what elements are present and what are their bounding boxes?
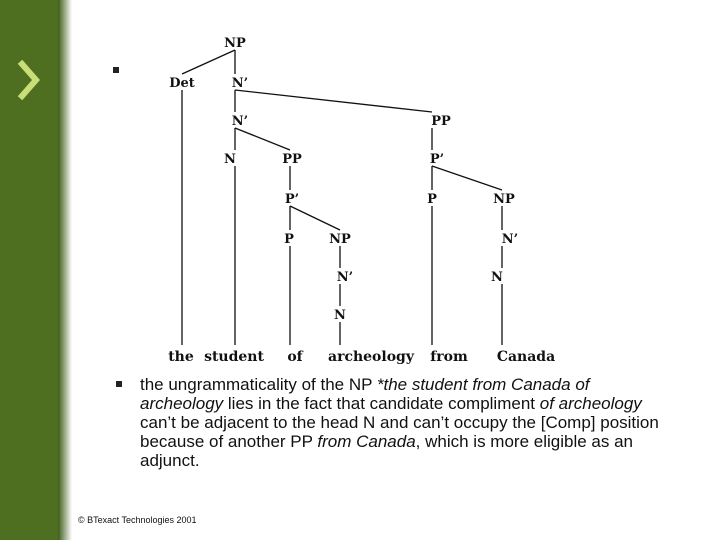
word-archeology: archeology — [328, 349, 414, 365]
para-text: the ungrammaticality of the NP — [140, 375, 377, 394]
node-n-canada: N — [491, 270, 503, 285]
node-n-archeology: N — [334, 308, 346, 323]
node-det: Det — [169, 76, 195, 91]
word-from: from — [430, 349, 468, 365]
node-p-from: P — [427, 192, 437, 207]
node-nbar-canada: N’ — [501, 232, 519, 247]
para-text: , which is more eligible as an adjunct. — [140, 432, 633, 470]
para-italic: *the student from Canada of archeology — [140, 375, 590, 413]
node-nbar-1: N’ — [231, 76, 249, 91]
para-text: can’t be adjacent to the head N and can’t occupy the [Comp] position because of another PP — [140, 413, 659, 451]
para-italic: of archeology — [539, 394, 642, 413]
para-text: lies in the fact that candidate compliment — [223, 394, 540, 413]
word-the: the — [168, 349, 194, 365]
word-canada: Canada — [496, 349, 556, 365]
tree-branches — [182, 50, 502, 345]
node-pbar-from: P’ — [429, 152, 445, 167]
node-p-of: P — [284, 232, 294, 247]
explanation-paragraph — [140, 375, 660, 470]
bullet-marker — [116, 381, 122, 387]
node-np-root: NP — [224, 36, 246, 51]
node-pp-from: PP — [431, 114, 451, 129]
node-np-archeology: NP — [329, 232, 351, 247]
node-nbar-2: N’ — [231, 114, 249, 129]
node-np-canada: NP — [493, 192, 515, 207]
copyright-text: © BTexact Technologies 2001 — [78, 515, 197, 525]
word-of: of — [287, 349, 303, 365]
para-italic: from Canada — [317, 432, 416, 451]
node-nbar-archeology: N’ — [336, 270, 354, 285]
word-student: student — [204, 349, 264, 365]
node-n-head: N — [224, 152, 236, 167]
node-pp-of: PP — [282, 152, 302, 167]
node-pbar-of: P’ — [284, 192, 300, 207]
